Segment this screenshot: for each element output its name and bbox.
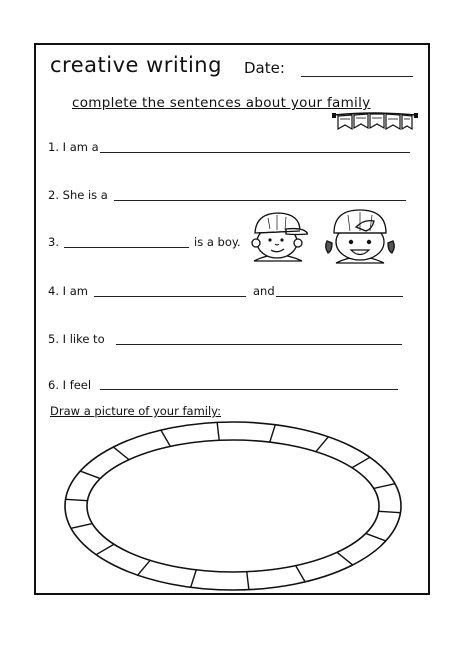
worksheet-title: creative writing — [50, 53, 222, 77]
girl-face-icon — [320, 205, 400, 267]
answer-line-1[interactable] — [100, 152, 410, 153]
frame-divider — [366, 533, 386, 540]
frame-divider — [337, 552, 353, 565]
prompt-1-text: I am a — [62, 140, 99, 154]
frame-divider — [80, 471, 100, 478]
frame-divider — [71, 524, 92, 529]
prompt-2-text: She is a — [62, 188, 108, 202]
answer-line-5[interactable] — [116, 344, 402, 345]
prompt-4 — [48, 284, 88, 298]
answer-line-2[interactable] — [114, 200, 406, 201]
boy-face-icon — [246, 209, 308, 265]
frame-divider — [352, 457, 370, 467]
draw-picture-label: Draw a picture of your family: — [50, 404, 222, 418]
frame-divider — [379, 511, 401, 512]
prompt-4-number: 4. — [48, 284, 59, 298]
prompt-4-text: I am — [62, 284, 88, 298]
prompt-4-joiner: and — [253, 284, 275, 298]
frame-divider — [191, 570, 197, 587]
answer-line-6[interactable] — [100, 389, 398, 390]
prompt-1-number: 1. — [48, 140, 59, 154]
frame-divider — [316, 437, 328, 452]
prompt-3-text: is a boy. — [194, 235, 241, 249]
prompt-5-text: I like to — [62, 332, 105, 346]
frame-divider — [374, 484, 395, 489]
prompt-1 — [48, 140, 99, 154]
prompt-6 — [48, 378, 91, 392]
frame-divider — [113, 447, 129, 460]
prompt-2 — [48, 188, 108, 202]
frame-divider — [138, 560, 150, 575]
answer-line-3[interactable] — [64, 247, 189, 248]
answer-line-4a[interactable] — [94, 296, 246, 297]
date-field-line[interactable] — [301, 76, 413, 77]
date-label: Date: — [244, 59, 285, 77]
prompt-6-number: 6. — [48, 378, 59, 392]
frame-divider — [66, 499, 88, 500]
prompt-5 — [48, 332, 105, 346]
prompt-5-number: 5. — [48, 332, 59, 346]
oval-frame-icon[interactable] — [60, 417, 406, 595]
frame-divider — [96, 544, 114, 554]
prompt-3-number: 3. — [48, 235, 59, 249]
answer-line-4b[interactable] — [276, 296, 403, 297]
worksheet-subtitle: complete the sentences about your family — [72, 95, 371, 111]
bunting-icon — [332, 111, 418, 133]
frame-divider — [296, 566, 305, 582]
frame-divider — [270, 425, 276, 442]
frame-divider — [161, 430, 170, 446]
frame-divider — [247, 572, 249, 590]
frame-divider — [217, 422, 219, 440]
worksheet-page — [34, 43, 430, 595]
prompt-6-text: I feel — [62, 378, 92, 392]
prompt-2-number: 2. — [48, 188, 59, 202]
